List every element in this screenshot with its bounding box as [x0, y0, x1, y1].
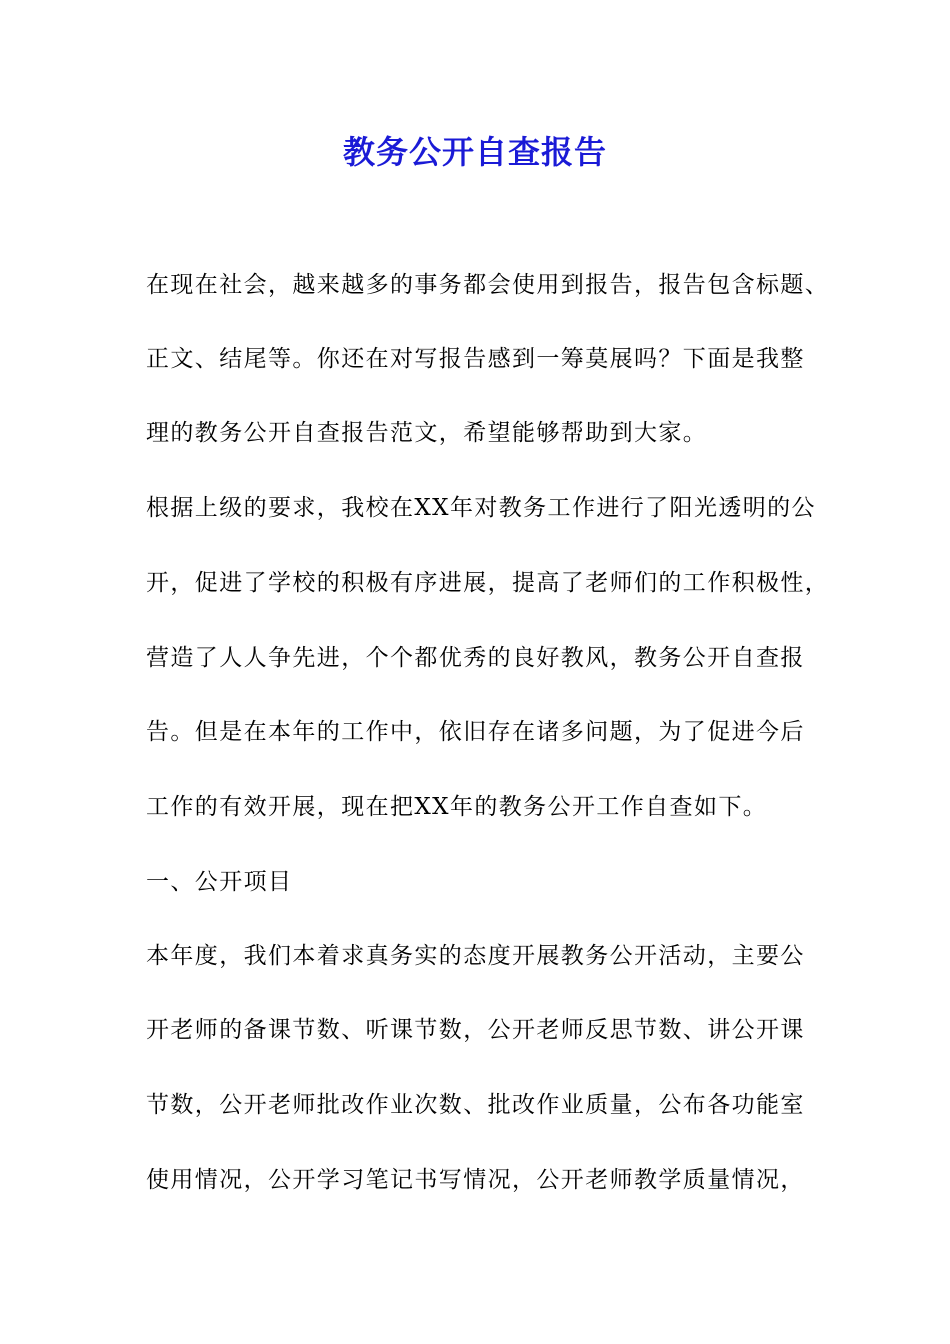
paragraph-line: 使用情况，公开学习笔记书写情况，公开老师教学质量情况， [146, 1167, 805, 1193]
paragraph-line: 本年度，我们本着求真务实的态度开展教务公开活动，主要公 [146, 943, 805, 969]
paragraph-line: 开老师的备课节数、听课节数，公开老师反思节数、讲公开课 [146, 1017, 805, 1043]
paragraph-line: 理的教务公开自查报告范文，希望能够帮助到大家。 [146, 420, 708, 446]
paragraph-line: 营造了人人争先进，个个都优秀的良好教风，教务公开自查报 [146, 645, 805, 671]
paragraph-line: 在现在社会，越来越多的事务都会使用到报告，报告包含标题、 [146, 272, 830, 298]
document-title: 教务公开自查报告 [342, 133, 607, 171]
paragraph-line: 节数，公开老师批改作业次数、批改作业质量，公布各功能室 [146, 1092, 805, 1118]
paragraph-line: 告。但是在本年的工作中，依旧存在诸多问题，为了促进今后 [146, 719, 805, 745]
paragraph-line: 正文、结尾等。你还在对写报告感到一筹莫展吗？下面是我整 [146, 346, 805, 372]
paragraph-line: 根据上级的要求，我校在XX年对教务工作进行了阳光透明的公 [146, 495, 816, 521]
section-heading: 一、公开项目 [146, 869, 293, 895]
paragraph-line: 工作的有效开展，现在把XX年的教务公开工作自查如下。 [146, 794, 768, 820]
paragraph-line: 开，促进了学校的积极有序进展，提高了老师们的工作积极性， [146, 570, 830, 596]
